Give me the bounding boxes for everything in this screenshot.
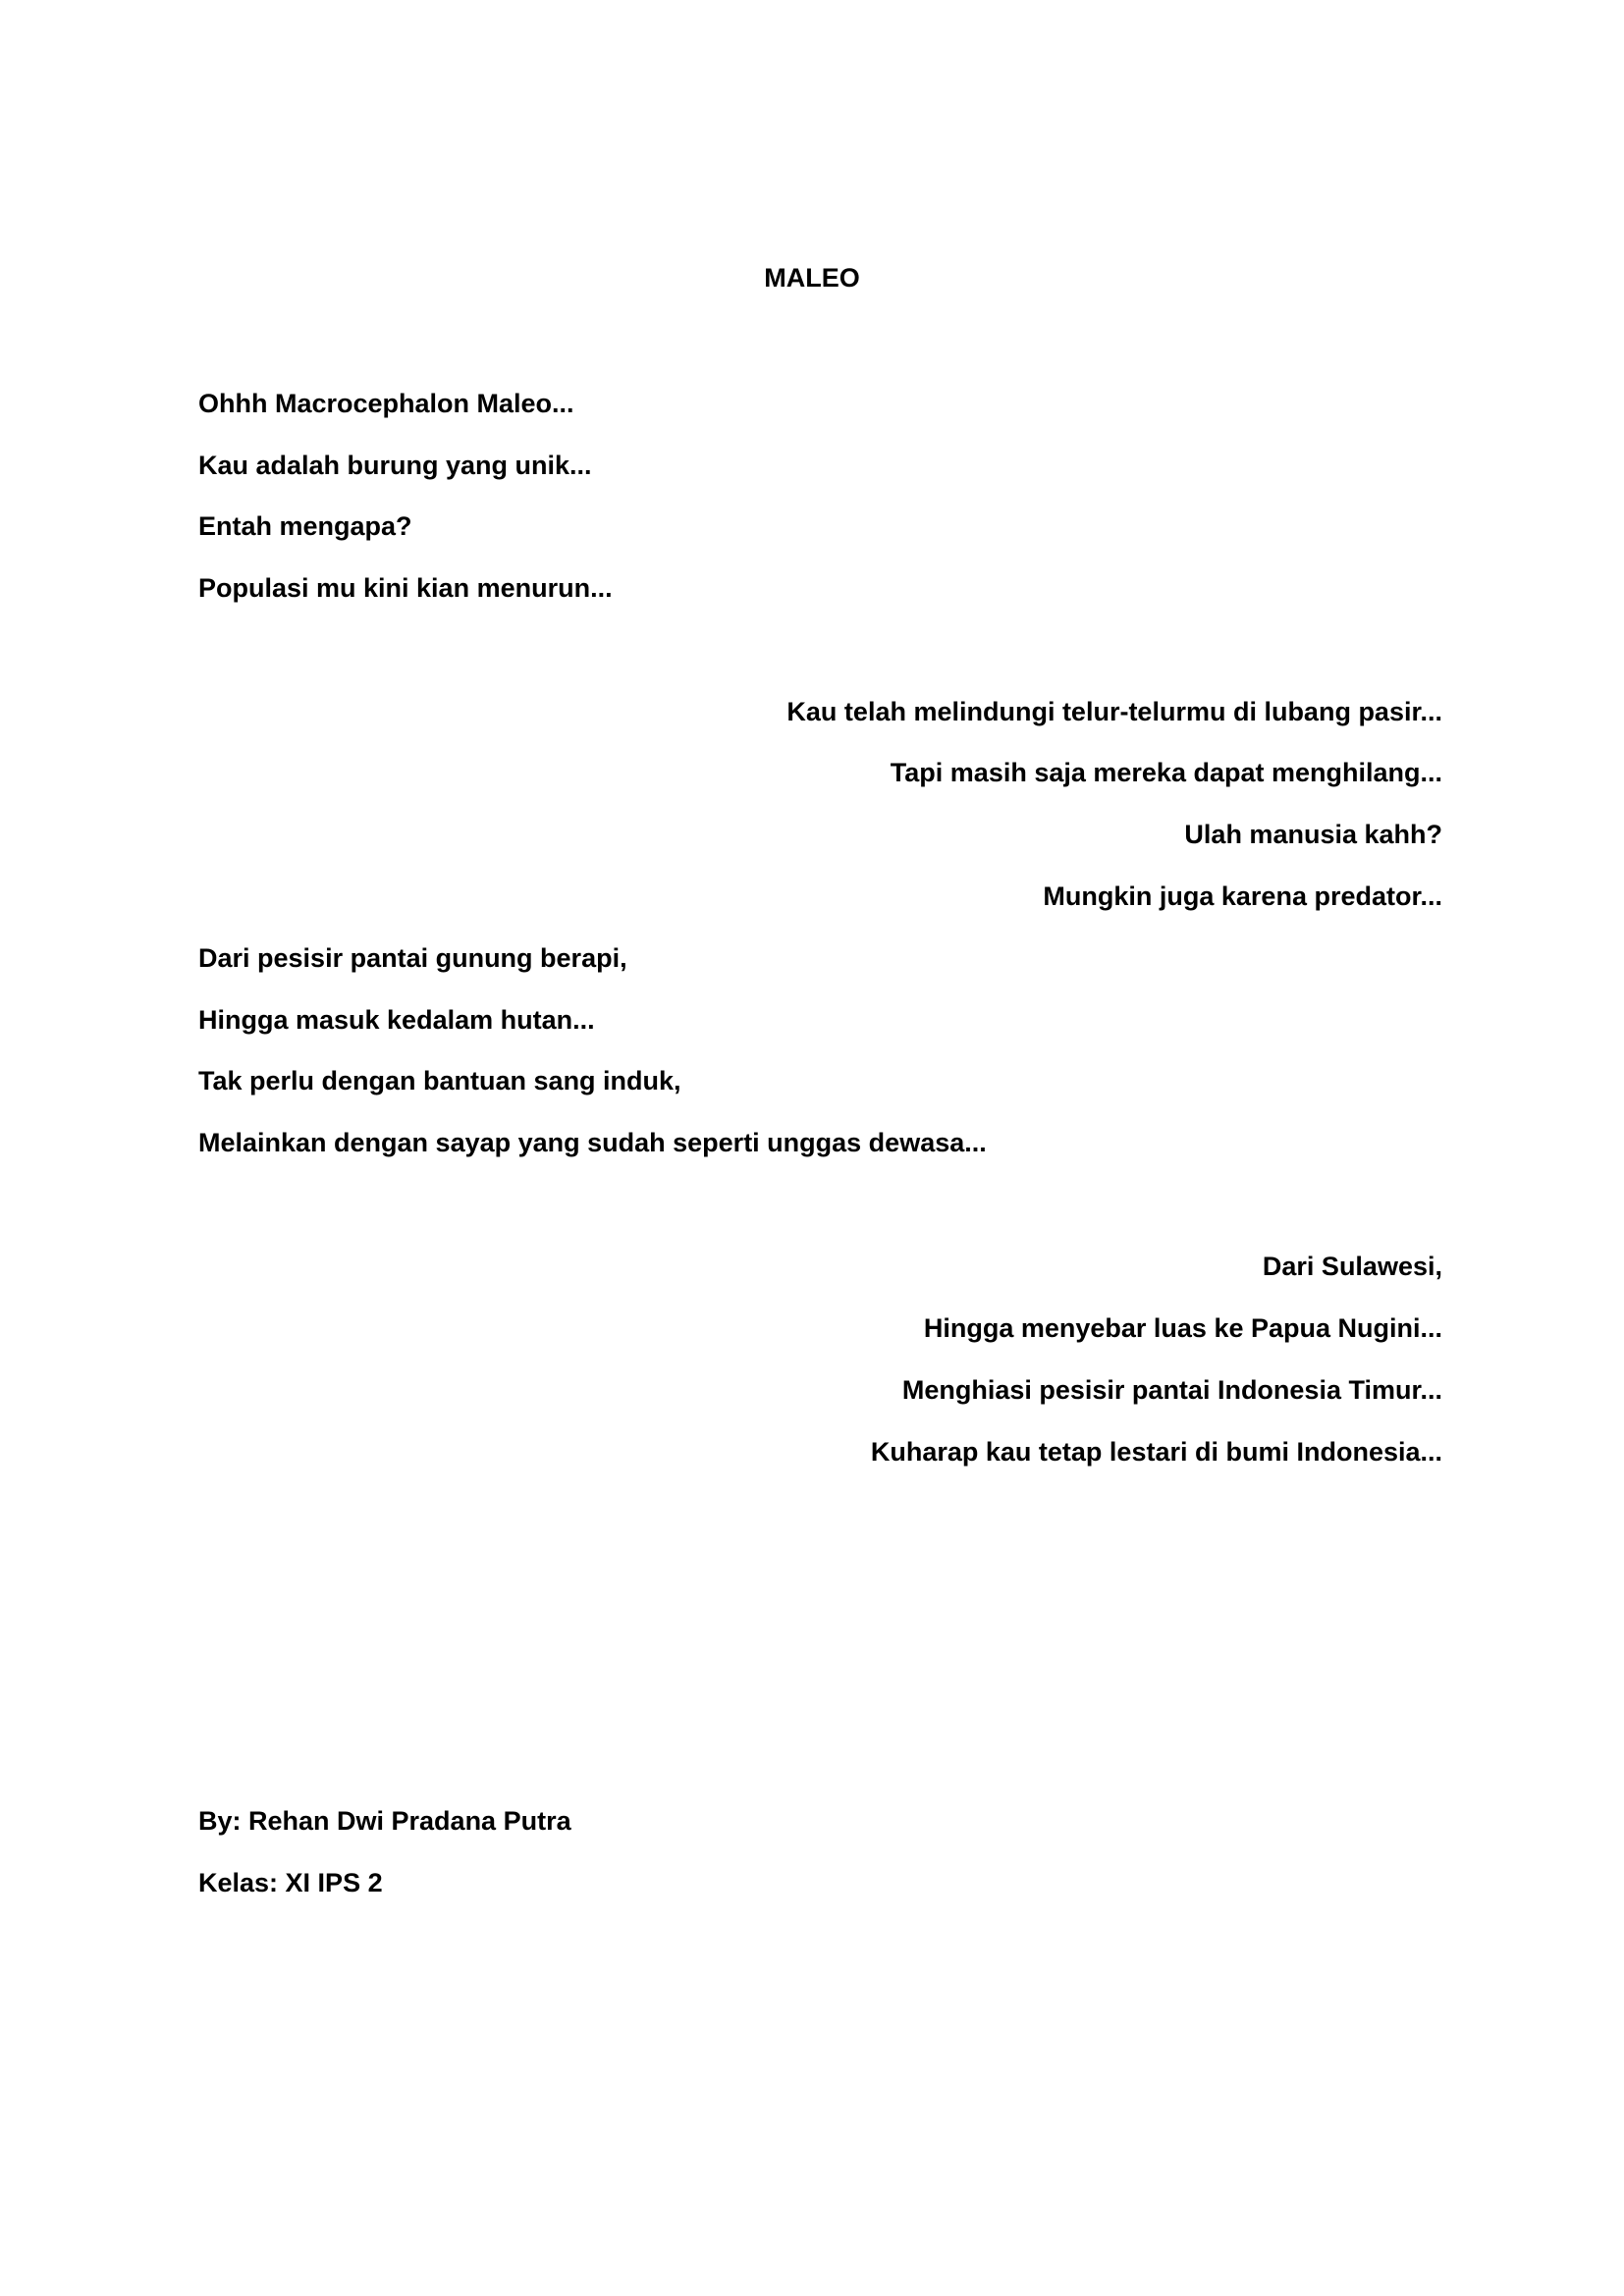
stanza3-line-3: Tak perlu dengan bantuan sang induk, (198, 1066, 681, 1095)
stanza2-line-4: Mungkin juga karena predator... (1043, 881, 1442, 911)
author-class: Kelas: XI IPS 2 (198, 1868, 383, 1897)
stanza1-line-1: Ohhh Macrocephalon Maleo... (198, 389, 574, 418)
stanza3-line-2: Hingga masuk kedalam hutan... (198, 1005, 595, 1035)
poem-title: MALEO (764, 263, 860, 293)
stanza1-line-3: Entah mengapa? (198, 511, 412, 541)
stanza4-line-1: Dari Sulawesi, (1262, 1252, 1442, 1281)
stanza2-line-2: Tapi masih saja mereka dapat menghilang... (890, 758, 1442, 787)
stanza4-line-4: Kuharap kau tetap lestari di bumi Indonesia... (870, 1437, 1442, 1467)
stanza2-line-3: Ulah manusia kahh? (1184, 820, 1442, 849)
stanza3-line-1: Dari pesisir pantai gunung berapi, (198, 943, 627, 973)
stanza3-line-4: Melainkan dengan sayap yang sudah seperti unggas dewasa... (198, 1128, 987, 1157)
stanza1-line-4: Populasi mu kini kian menurun... (198, 573, 613, 603)
author-name: By: Rehan Dwi Pradana Putra (198, 1806, 571, 1836)
stanza2-line-1: Kau telah melindungi telur-telurmu di lubang pasir... (786, 697, 1442, 726)
stanza1-line-2: Kau adalah burung yang unik... (198, 451, 592, 480)
stanza4-line-2: Hingga menyebar luas ke Papua Nugini... (923, 1313, 1442, 1343)
stanza4-line-3: Menghiasi pesisir pantai Indonesia Timur... (901, 1375, 1442, 1405)
